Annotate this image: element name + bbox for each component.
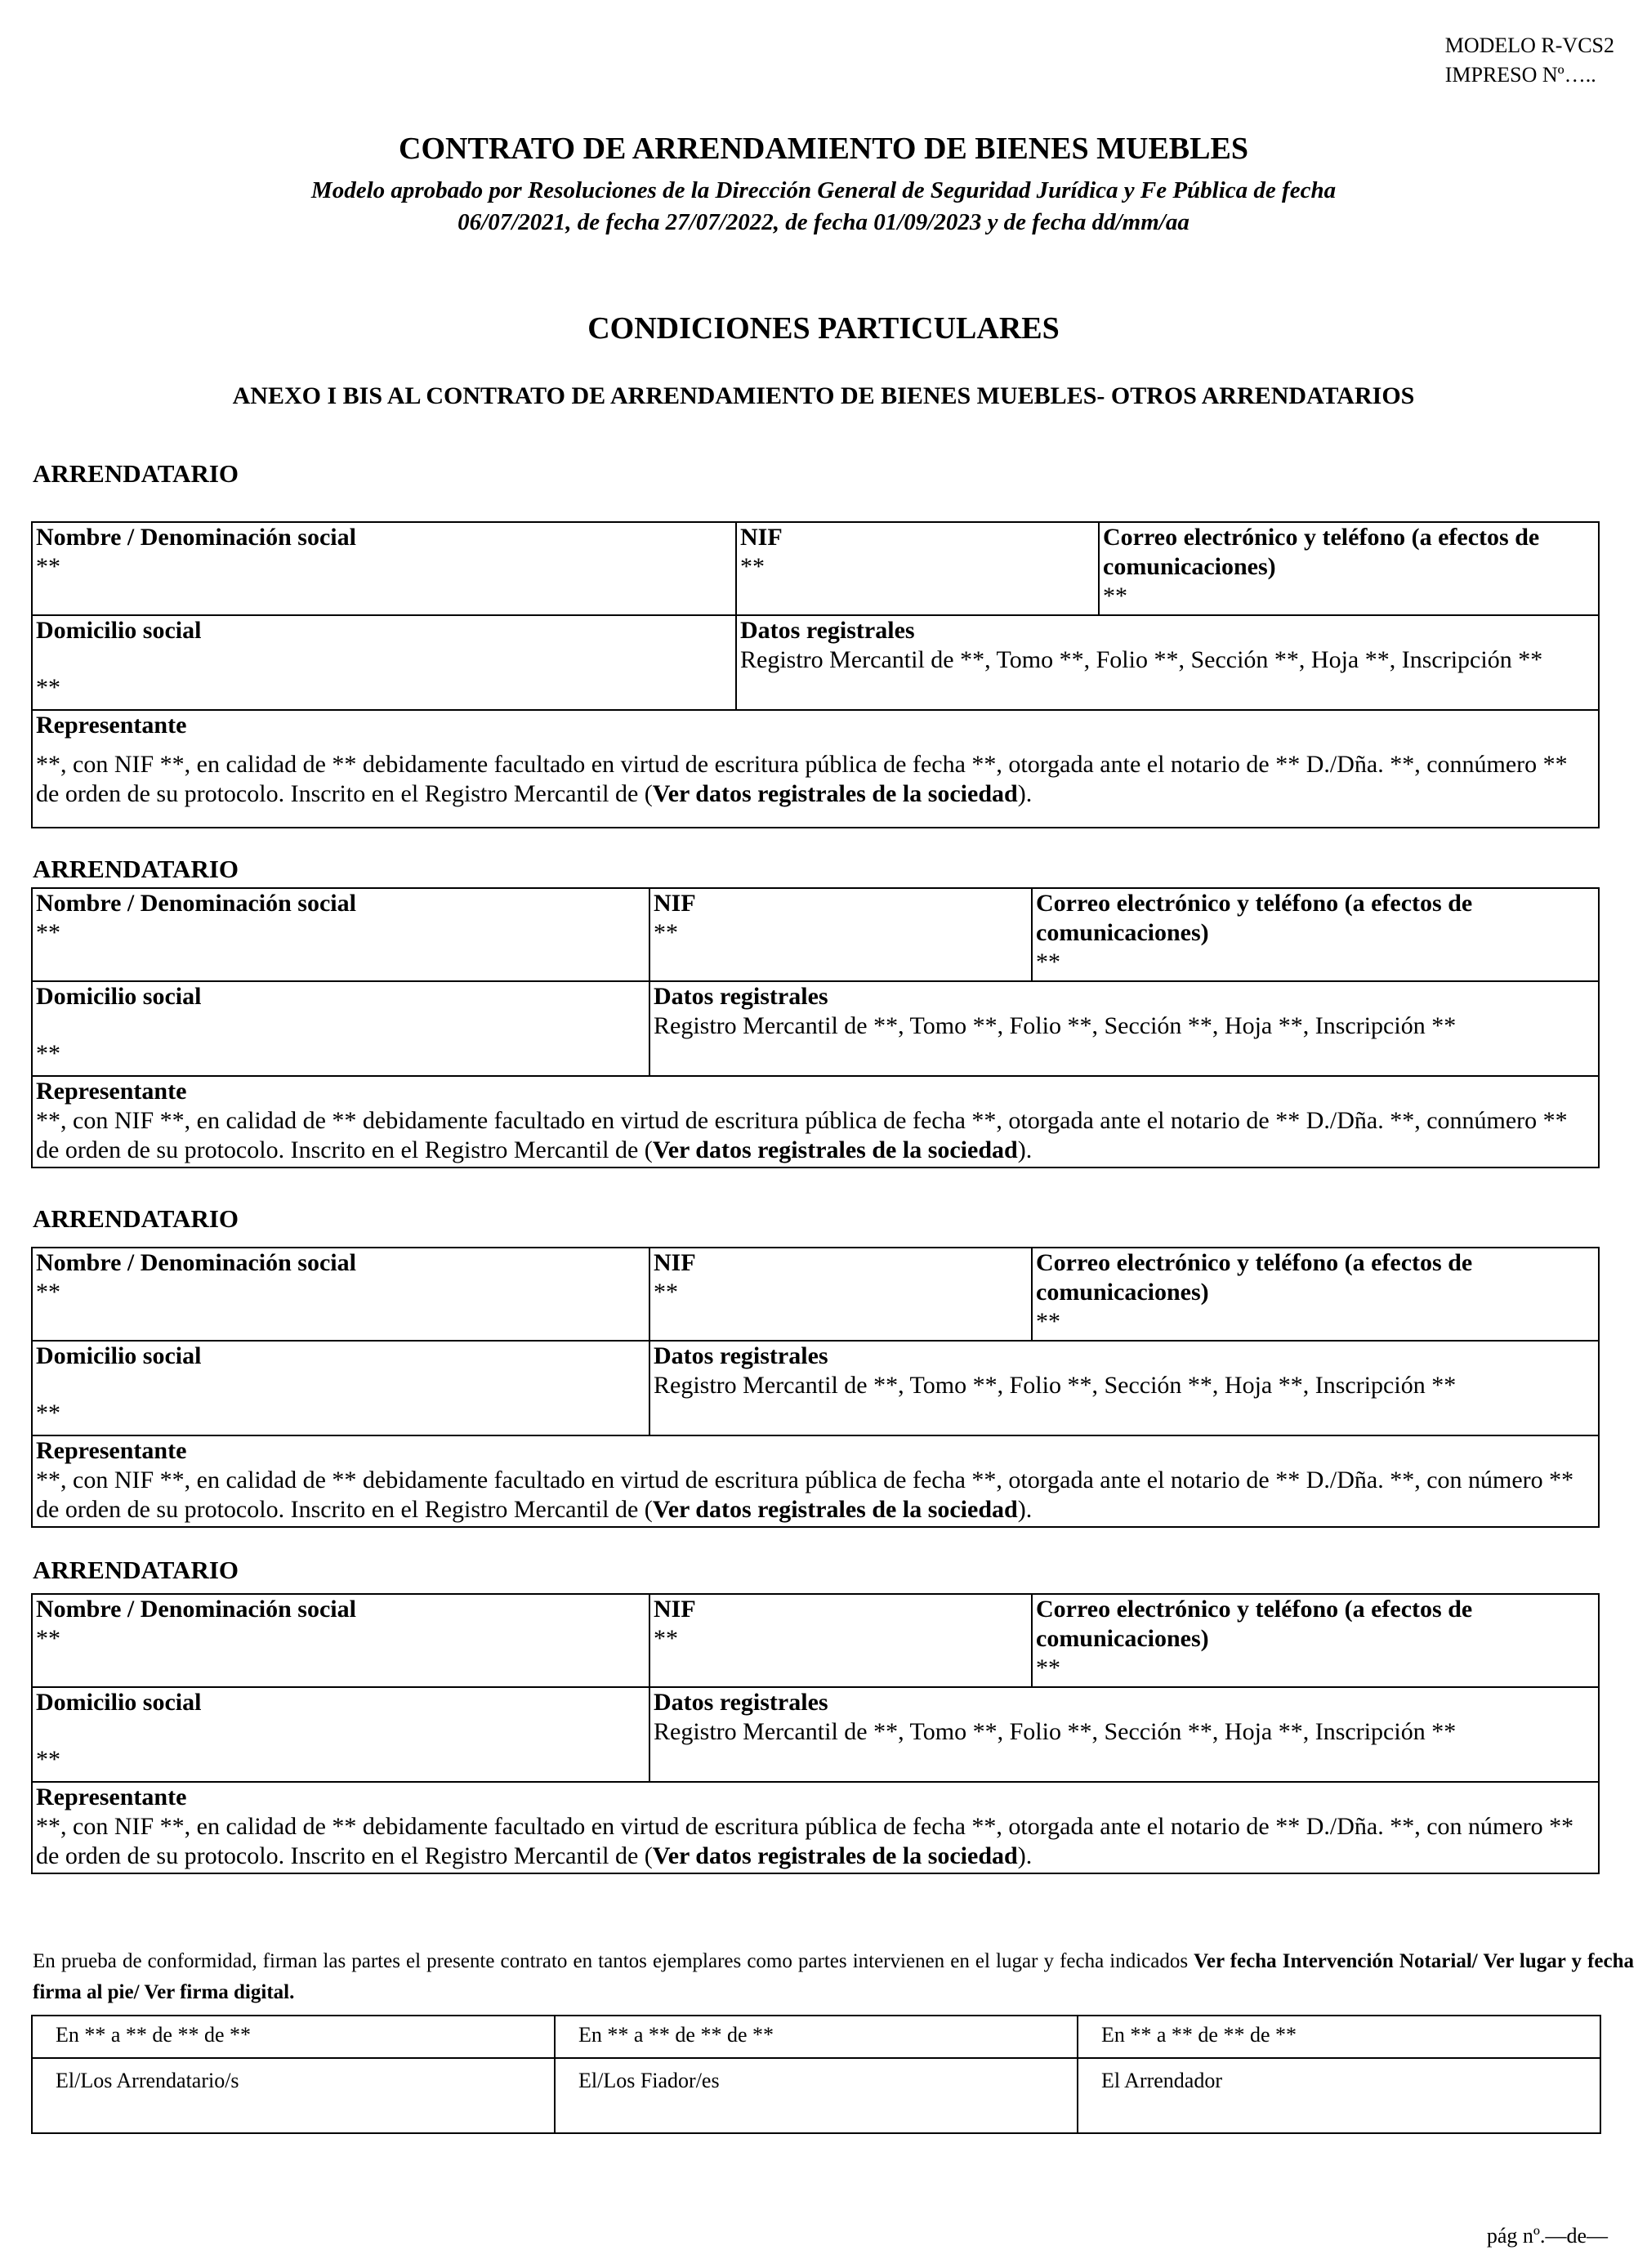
- representative-registry-ref: Ver datos registrales de la sociedad: [652, 1136, 1018, 1163]
- party-3-address-cell: [33, 1342, 650, 1435]
- contact-label: Correo electrónico y teléfono (a efectos de comunicaciones): [1036, 1249, 1473, 1306]
- party-1-section-label: ARRENDATARIO: [33, 459, 239, 488]
- representative-registry-ref: Ver datos registrales de la sociedad: [652, 1496, 1018, 1523]
- representative-text: **, con NIF **, en calidad de ** debidamente facultado en virtud de escritura pública de fecha **, otorgada ante el notario de ** D./Dña. **, con número ** de orden de su protocolo. Inscrito en el Registro Mercantil de (: [36, 1467, 1574, 1523]
- page-number: pág nº.—de—: [1486, 2224, 1608, 2248]
- party-3-nif-cell: [650, 1248, 1033, 1340]
- contact-label: Correo electrónico y teléfono (a efectos de comunicaciones): [1036, 1596, 1473, 1652]
- nif-value[interactable]: **: [740, 553, 765, 580]
- representative-registry-ref: Ver datos registrales de la sociedad: [652, 780, 1018, 807]
- representative-label: Representante: [36, 1078, 187, 1105]
- signature-role: El Arrendador: [1101, 2069, 1223, 2092]
- signature-table: [31, 2015, 1601, 2134]
- representative-text: **, con NIF **, en calidad de ** debidamente facultado en virtud de escritura pública de fecha **, otorgada ante el notario de ** D./Dña. **, connúmero ** de orden de su protocolo. Inscrito en el Registro Mercantil de (: [36, 1107, 1568, 1163]
- party-4-contact-cell: [1033, 1595, 1598, 1686]
- party-1-table: [31, 521, 1600, 828]
- name-label: Nombre / Denominación social: [36, 1249, 356, 1276]
- representative-registry-ref: Ver datos registrales de la sociedad: [652, 1842, 1018, 1869]
- party-2-table: [31, 887, 1600, 1168]
- contact-value[interactable]: **: [1103, 583, 1127, 609]
- address-value[interactable]: **: [36, 674, 60, 701]
- conformity-text: En prueba de conformidad, firman las partes el presente contrato en tantos ejemplares como partes intervienen en el lugar y fecha indicados: [33, 1950, 1194, 1972]
- party-1-nif-cell: [737, 523, 1100, 614]
- signature-role: El/Los Fiador/es: [578, 2069, 720, 2092]
- representative-text-end: ).: [1017, 1842, 1033, 1869]
- party-4-row-identity: [33, 1595, 1598, 1688]
- address-label: Domicilio social: [36, 617, 202, 644]
- party-1-row-identity: [33, 523, 1598, 616]
- representative-text-end: ).: [1017, 1496, 1033, 1523]
- party-1-contact-cell: [1100, 523, 1598, 614]
- document-subtitle: [0, 175, 1647, 239]
- party-4-representative: [33, 1783, 1598, 1873]
- party-3-name-cell: [33, 1248, 650, 1340]
- registry-label: Datos registrales: [654, 983, 828, 1010]
- representative-label: Representante: [36, 1437, 187, 1464]
- signature-place-date[interactable]: En ** a ** de ** de **: [1078, 2016, 1600, 2059]
- nif-label: NIF: [654, 1249, 696, 1276]
- nif-value[interactable]: **: [654, 1625, 678, 1652]
- party-2-address-cell: [33, 982, 650, 1075]
- party-3-representative: [33, 1436, 1598, 1526]
- signature-place-date[interactable]: En ** a ** de ** de **: [556, 2016, 1077, 2059]
- model-code: MODELO R-VCS2: [1444, 33, 1614, 57]
- registry-value[interactable]: Registro Mercantil de **, Tomo **, Folio **, Sección **, Hoja **, Inscripción **: [654, 1372, 1457, 1399]
- contact-label: Correo electrónico y teléfono (a efectos de comunicaciones): [1103, 524, 1540, 580]
- name-label: Nombre / Denominación social: [36, 890, 356, 917]
- nif-value[interactable]: **: [654, 919, 678, 946]
- representative-text: **, con NIF **, en calidad de ** debidamente facultado en virtud de escritura pública de fecha **, otorgada ante el notario de ** D./Dña. **, connúmero ** de orden de su protocolo. Inscrito en el Registro Mercantil de (: [36, 751, 1568, 807]
- representative-text-end: ).: [1017, 780, 1033, 807]
- party-1-row-address: [33, 616, 1598, 711]
- registry-value[interactable]: Registro Mercantil de **, Tomo **, Folio **, Sección **, Hoja **, Inscripción **: [654, 1718, 1457, 1745]
- address-value[interactable]: **: [36, 1040, 60, 1067]
- party-3-row-address: [33, 1342, 1598, 1436]
- party-1-address-cell: [33, 616, 737, 709]
- address-value[interactable]: **: [36, 1746, 60, 1773]
- representative-text: **, con NIF **, en calidad de ** debidamente facultado en virtud de escritura pública de fecha **, otorgada ante el notario de ** D./Dña. **, con número ** de orden de su protocolo. Inscrito en el Registro Mercantil de (: [36, 1813, 1574, 1869]
- name-value[interactable]: **: [36, 1625, 60, 1652]
- party-2-row-identity: [33, 889, 1598, 982]
- party-4-name-cell: [33, 1595, 650, 1686]
- registry-value[interactable]: Registro Mercantil de **, Tomo **, Folio **, Sección **, Hoja **, Inscripción **: [654, 1012, 1457, 1039]
- nif-label: NIF: [654, 1596, 696, 1623]
- name-value[interactable]: **: [36, 919, 60, 946]
- representative-label: Representante: [36, 712, 187, 739]
- signature-role: El/Los Arrendatario/s: [56, 2069, 239, 2092]
- party-4-section-label: ARRENDATARIO: [33, 1556, 239, 1584]
- signature-column-lessor: [1078, 2016, 1600, 2132]
- party-1-name-cell: [33, 523, 737, 614]
- model-code-block: [1445, 31, 1614, 90]
- name-value[interactable]: **: [36, 1279, 60, 1306]
- contact-value[interactable]: **: [1036, 1308, 1060, 1335]
- representative-text-end: ).: [1017, 1136, 1033, 1163]
- address-value[interactable]: **: [36, 1400, 60, 1426]
- conformity-statement: [33, 1946, 1634, 2008]
- subtitle-line-1: Modelo aprobado por Resoluciones de la Dirección General de Seguridad Jurídica y Fe Pública de fecha: [310, 177, 1337, 203]
- party-4-row-address: [33, 1688, 1598, 1783]
- name-label: Nombre / Denominación social: [36, 1596, 356, 1623]
- party-1-registry-cell: [737, 616, 1598, 709]
- registry-label: Datos registrales: [740, 617, 915, 644]
- party-3-contact-cell: [1033, 1248, 1598, 1340]
- nif-value[interactable]: **: [654, 1279, 678, 1306]
- registry-value[interactable]: Registro Mercantil de **, Tomo **, Folio **, Sección **, Hoja **, Inscripción **: [740, 646, 1543, 673]
- party-4-table: [31, 1593, 1600, 1874]
- party-4-address-cell: [33, 1688, 650, 1781]
- party-2-registry-cell: [650, 982, 1598, 1075]
- signature-column-guarantor: [556, 2016, 1078, 2132]
- party-2-representative: [33, 1077, 1598, 1167]
- address-label: Domicilio social: [36, 1689, 202, 1716]
- signature-column-tenant: [33, 2016, 556, 2132]
- party-3-registry-cell: [650, 1342, 1598, 1435]
- address-label: Domicilio social: [36, 983, 202, 1010]
- nif-label: NIF: [654, 890, 696, 917]
- registry-label: Datos registrales: [654, 1689, 828, 1716]
- representative-label: Representante: [36, 1784, 187, 1810]
- party-3-row-identity: [33, 1248, 1598, 1342]
- party-3-section-label: ARRENDATARIO: [33, 1204, 239, 1233]
- party-2-name-cell: [33, 889, 650, 980]
- party-2-row-address: [33, 982, 1598, 1077]
- subtitle-line-2: 06/07/2021, de fecha 27/07/2022, de fecha 01/09/2023 y de fecha dd/mm/aa: [458, 209, 1190, 235]
- signature-place-date[interactable]: En ** a ** de ** de **: [33, 2016, 554, 2059]
- contact-value[interactable]: **: [1036, 1654, 1060, 1681]
- party-1-representative: [33, 711, 1598, 827]
- registry-label: Datos registrales: [654, 1342, 828, 1369]
- name-value[interactable]: **: [36, 553, 60, 580]
- party-4-registry-cell: [650, 1688, 1598, 1781]
- contact-value[interactable]: **: [1036, 949, 1060, 976]
- conformity-reference: Ver fecha Intervención Notarial/ Ver lugar y fecha firma al pie/ Ver firma digital.: [33, 1950, 1635, 2003]
- document-title: CONTRATO DE ARRENDAMIENTO DE BIENES MUEBLES: [399, 132, 1248, 166]
- party-2-contact-cell: [1033, 889, 1598, 980]
- annex-heading: ANEXO I BIS AL CONTRATO DE ARRENDAMIENTO DE BIENES MUEBLES- OTROS ARRENDATARIOS: [232, 382, 1415, 409]
- party-2-nif-cell: [650, 889, 1033, 980]
- contact-label: Correo electrónico y teléfono (a efectos de comunicaciones): [1036, 890, 1473, 946]
- party-2-section-label: ARRENDATARIO: [33, 855, 239, 883]
- party-4-nif-cell: [650, 1595, 1033, 1686]
- printed-number: IMPRESO Nº…..: [1444, 63, 1596, 87]
- address-label: Domicilio social: [36, 1342, 202, 1369]
- conditions-heading: CONDICIONES PARTICULARES: [587, 311, 1060, 346]
- party-3-table: [31, 1247, 1600, 1528]
- nif-label: NIF: [740, 524, 783, 551]
- name-label: Nombre / Denominación social: [36, 524, 356, 551]
